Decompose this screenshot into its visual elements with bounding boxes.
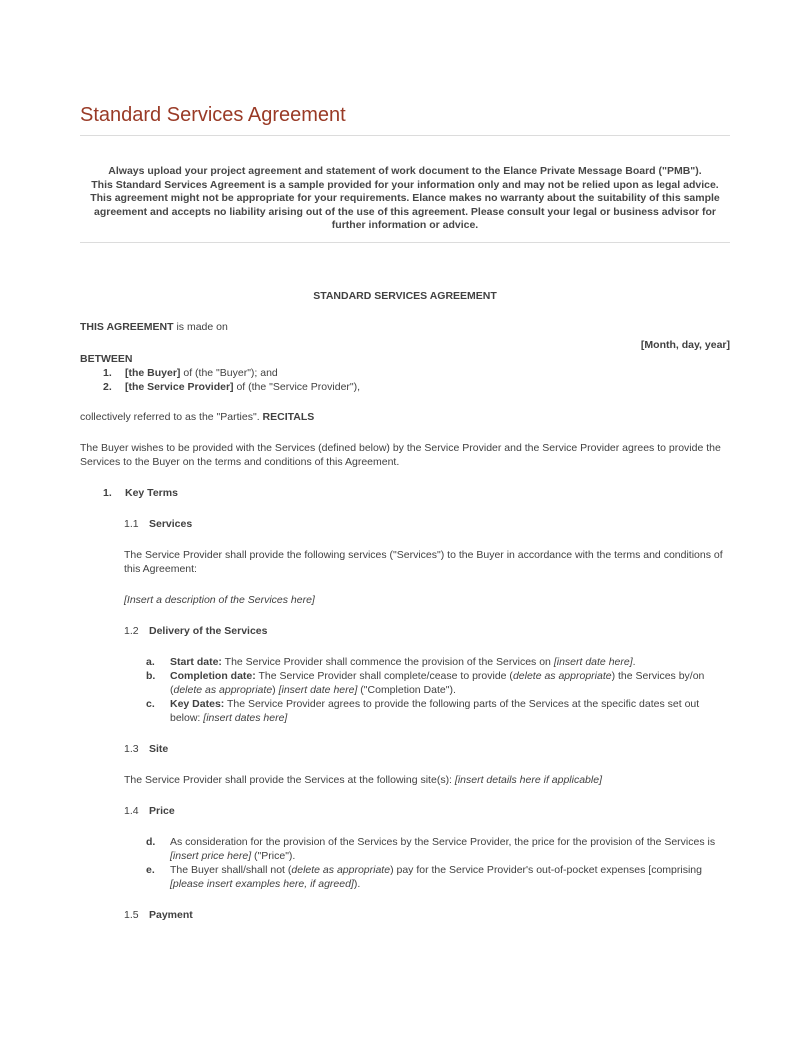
list-item-text: Completion date: The Service Provider shall complete/cease to provide (delete as appropriate) the Services by/on (delete as appropriate) [insert date here] ("Completion Date").: [170, 669, 705, 696]
subheading-label: Delivery of the Services: [149, 624, 268, 637]
subheading-number: 1.4: [124, 804, 139, 817]
list-item-text: The Buyer shall/shall not (delete as appropriate) pay for the Service Provider's out-of-pocket expenses [comprising [please insert examples here, if agreed]).: [170, 863, 702, 890]
between-label: BETWEEN: [80, 352, 133, 365]
subheading-payment: [124, 908, 730, 922]
section-services: [80, 517, 730, 607]
subheading-services: [124, 517, 730, 531]
delivery-item-list: [124, 655, 730, 725]
section-price: [80, 804, 730, 891]
heading-key-terms: [80, 486, 730, 500]
recitals-line: collectively referred to as the "Parties". RECITALS: [80, 410, 315, 423]
services-placeholder: [Insert a description of the Services here]: [124, 593, 315, 606]
party-text: [the Buyer] of (the "Buyer"); and: [125, 366, 278, 379]
subheading-label: Services: [149, 517, 193, 530]
party-marker: 2.: [103, 380, 112, 393]
list-marker: c.: [146, 697, 155, 710]
section-delivery: [80, 624, 730, 725]
subheading-label: Price: [149, 804, 175, 817]
made-on-line: THIS AGREEMENT is made on: [80, 320, 228, 333]
date-placeholder: [Month, day, year]: [640, 338, 730, 351]
list-item-key-dates: [124, 697, 730, 725]
list-marker: 1.: [103, 486, 112, 499]
list-item-text: Key Dates: The Service Provider agrees to provide the following parts of the Services at the specific dates set out below: [insert dates here]: [170, 697, 700, 724]
party-item-buyer: [80, 366, 730, 380]
subheading-number: 1.2: [124, 624, 139, 637]
party-marker: 1.: [103, 366, 112, 379]
disclaimer-box: [80, 165, 730, 243]
subheading-number: 1.5: [124, 908, 139, 921]
subheading-number: 1.3: [124, 742, 139, 755]
page-title: Standard Services Agreement: [80, 104, 346, 126]
site-paragraph: The Service Provider shall provide the Services at the following site(s): [insert details here if applicable]: [124, 773, 602, 786]
section-site: [80, 742, 730, 787]
list-marker: b.: [146, 669, 156, 682]
subheading-label: Site: [149, 742, 169, 755]
list-item-expenses: [124, 863, 730, 891]
services-paragraph: The Service Provider shall provide the following services ("Services") to the Buyer in accordance with the terms and conditions of this Agreement:: [124, 548, 723, 575]
list-marker: a.: [146, 655, 155, 668]
list-item-consideration: [124, 835, 730, 863]
subheading-label: Payment: [149, 908, 193, 921]
list-marker: e.: [146, 863, 155, 876]
subheading-price: [124, 804, 730, 818]
subheading-site: [124, 742, 730, 756]
list-item-completion-date: [124, 669, 730, 697]
agreement-heading: STANDARD SERVICES AGREEMENT: [313, 289, 497, 302]
subheading-delivery: [124, 624, 730, 638]
subheading-number: 1.1: [124, 517, 139, 530]
list-marker: d.: [146, 835, 156, 848]
section-payment: [80, 908, 730, 922]
title-divider: [80, 135, 730, 136]
party-item-service-provider: [80, 380, 730, 394]
heading-label: Key Terms: [125, 486, 178, 499]
list-item-start-date: [124, 655, 730, 669]
party-text: [the Service Provider] of (the "Service Provider"),: [125, 380, 361, 393]
disclaimer-line-2: This Standard Services Agreement is a sample provided for your information only and may not be relied upon as legal advice. This agreement might not be appropriate for your requirements. Elance makes no warranty about the suitability of this sample agreement and accepts no liability arising out of the use of this agreement. Please consult your legal or business advisor for further information or advice.: [90, 178, 720, 231]
price-item-list: [124, 835, 730, 891]
disclaimer-line-1: Always upload your project agreement and statement of work document to the Elance Private Message Board ("PMB").: [108, 165, 702, 177]
intro-paragraph: The Buyer wishes to be provided with the Services (defined below) by the Service Provider and the Service Provider agrees to provide the Services to the Buyer on the terms and conditions of this Agreement.: [80, 441, 721, 468]
list-item-text: Start date: The Service Provider shall commence the provision of the Services on [insert date here].: [170, 655, 636, 668]
list-item-text: As consideration for the provision of the Services by the Service Provider, the price for the provision of the Services is [insert price here] ("Price").: [170, 835, 716, 862]
party-list: [80, 366, 730, 394]
